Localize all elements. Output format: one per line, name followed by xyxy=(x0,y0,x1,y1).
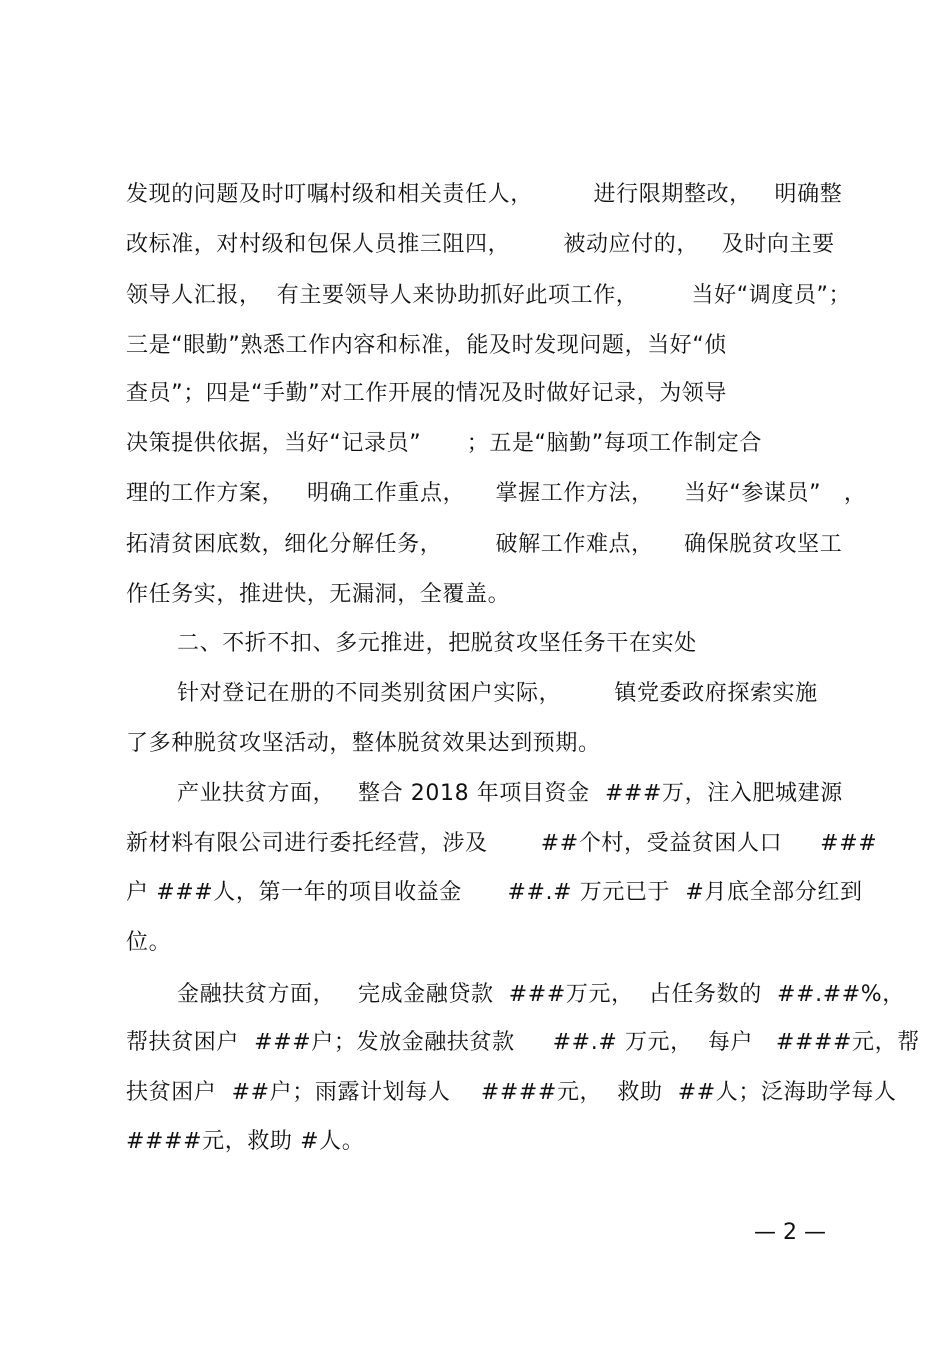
text-line: 金融扶贫方面， 完成金融贷款 ###万元， 占任务数的 ##.##%， xyxy=(177,982,905,1007)
text-line: 发现的问题及时叮嘱村级和相关责任人， 进行限期整改， 明确整 xyxy=(126,182,843,207)
text-line: 针对登记在册的不同类别贫困户实际， 镇党委政府探索实施 xyxy=(177,681,818,706)
text-line: 领导人汇报， 有主要领导人来协助抓好此项工作， 当好“调度员”； xyxy=(126,283,852,308)
text-line: 户 ###人，第一年的项目收益金 ##.# 万元已于 #月底全部分红到 xyxy=(126,880,863,905)
section-heading: 二、不折不扣、多元推进，把脱贫攻坚任务干在实处 xyxy=(177,631,697,656)
text-line: 决策提供依据，当好“记录员” ；五是“脑勤”每项工作制定合 xyxy=(126,431,762,456)
text-line: ####元，救助 #人。 xyxy=(126,1129,365,1154)
text-line: 改标准，对村级和包保人员推三阻四， 被动应付的， 及时向主要 xyxy=(126,232,835,257)
page-number: — 2 — xyxy=(754,1220,826,1245)
text-line: 作任务实，推进快，无漏洞，全覆盖。 xyxy=(126,582,511,607)
text-line: 查员”；四是“手勤”对工作开展的情况及时做好记录，为领导 xyxy=(126,381,727,406)
text-line: 理的工作方案， 明确工作重点， 掌握工作方法， 当好“参谋员” ， xyxy=(126,481,867,506)
text-line: 位。 xyxy=(126,930,172,955)
text-line: 拓清贫困底数，细化分解任务， 破解工作难点， 确保脱贫攻坚工 xyxy=(126,532,843,557)
text-line: 帮扶贫困户 ###户；发放金融扶贫款 ##.# 万元， 每户 ####元，帮 xyxy=(126,1030,920,1055)
text-line: 三是“眼勤”熟悉工作内容和标准，能及时发现问题，当好“侦 xyxy=(126,333,727,358)
text-line: 新材料有限公司进行委托经营，涉及 ##个村，受益贫困人口 ### xyxy=(126,831,878,856)
text-line: 扶贫困户 ##户；雨露计划每人 ####元， 救助 ##人；泛海助学每人 xyxy=(126,1080,897,1105)
text-line: 了多种脱贫攻坚活动，整体脱贫效果达到预期。 xyxy=(126,731,601,756)
text-line: 产业扶贫方面， 整合 2018 年项目资金 ###万，注入肥城建源 xyxy=(177,781,843,806)
